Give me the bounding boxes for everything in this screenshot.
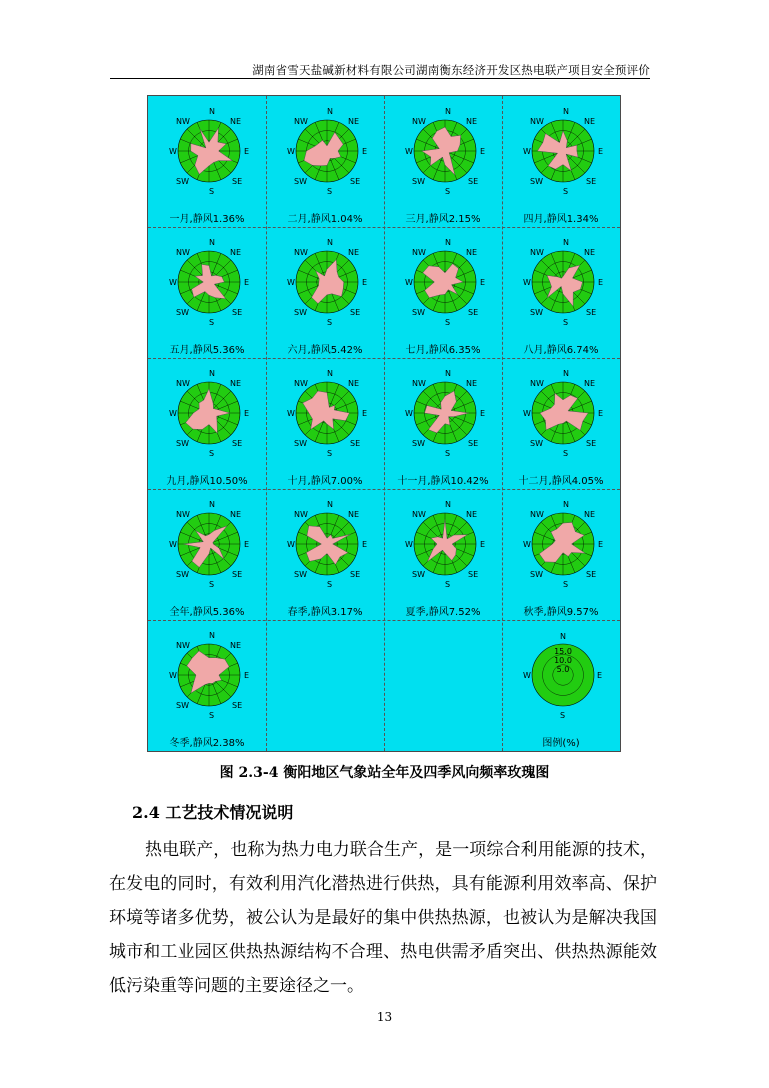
wind-rose-label: 春季,静风3.17%: [287, 607, 363, 618]
compass-e-label: E: [480, 278, 486, 287]
wind-rose-chart: [384, 227, 502, 358]
compass-w-label: W: [169, 540, 177, 549]
compass-ne-label: NE: [584, 117, 596, 126]
compass-s-label: S: [445, 580, 451, 589]
wind-rose-label: 秋季,静风9.57%: [523, 607, 599, 618]
wind-rose-chart: [148, 96, 266, 227]
compass-sw-label: SW: [176, 308, 189, 317]
compass-sw-label: SW: [530, 177, 543, 186]
compass-sw-label: SW: [294, 570, 307, 579]
compass-n-label: N: [209, 500, 215, 509]
wind-rose-label: 五月,静风5.36%: [169, 345, 245, 356]
compass-w-label: W: [287, 540, 295, 549]
wind-rose-cell: [266, 489, 384, 620]
compass-ne-label: NE: [466, 379, 478, 388]
wind-rose-label: 十月,静风7.00%: [287, 476, 363, 487]
wind-rose-cell: [148, 620, 266, 751]
compass-e-label: E: [244, 671, 250, 680]
wind-rose-cell: [384, 96, 502, 227]
header-text: 湖南省雪天盐碱新材料有限公司湖南衡东经济开发区热电联产项目安全预评价: [252, 63, 650, 77]
compass-n-label: N: [445, 369, 451, 378]
legend-compass-e: E: [597, 671, 603, 680]
wind-rose-chart: [148, 358, 266, 489]
compass-e-label: E: [598, 147, 604, 156]
wind-rose-chart: [502, 358, 620, 489]
compass-nw-label: NW: [412, 510, 426, 519]
compass-sw-label: SW: [530, 439, 543, 448]
compass-n-label: N: [327, 107, 333, 116]
compass-sw-label: SW: [176, 439, 189, 448]
compass-s-label: S: [209, 580, 215, 589]
compass-se-label: SE: [468, 570, 479, 579]
compass-se-label: SE: [232, 701, 243, 710]
compass-e-label: E: [480, 540, 486, 549]
compass-n-label: N: [445, 500, 451, 509]
compass-se-label: SE: [586, 308, 597, 317]
wind-rose-cell: [148, 96, 266, 227]
compass-ne-label: NE: [584, 510, 596, 519]
wind-rose-chart: [384, 96, 502, 227]
compass-sw-label: SW: [412, 308, 425, 317]
section-title: 工艺技术情况说明: [165, 803, 294, 822]
compass-sw-label: SW: [294, 439, 307, 448]
compass-nw-label: NW: [294, 510, 308, 519]
compass-nw-label: NW: [530, 117, 544, 126]
compass-nw-label: NW: [412, 379, 426, 388]
compass-sw-label: SW: [176, 701, 189, 710]
compass-e-label: E: [244, 278, 250, 287]
compass-nw-label: NW: [530, 379, 544, 388]
compass-w-label: W: [287, 278, 295, 287]
wind-rose-cell: [502, 227, 620, 358]
wind-rose-cell: [266, 96, 384, 227]
wind-rose-label: 二月,静风1.04%: [287, 214, 363, 225]
compass-s-label: S: [327, 318, 333, 327]
compass-se-label: SE: [350, 177, 361, 186]
wind-rose-cell: [384, 227, 502, 358]
compass-e-label: E: [480, 147, 486, 156]
compass-nw-label: NW: [176, 248, 190, 257]
section-heading: [132, 800, 293, 823]
compass-n-label: N: [563, 107, 569, 116]
compass-nw-label: NW: [530, 510, 544, 519]
wind-rose-label: 夏季,静风7.52%: [405, 607, 481, 618]
compass-s-label: S: [209, 711, 215, 720]
compass-ne-label: NE: [466, 510, 478, 519]
compass-ne-label: NE: [230, 248, 242, 257]
compass-s-label: S: [563, 449, 569, 458]
figure-caption: 图 2.3-4 衡阳地区气象站全年及四季风向频率玫瑰图: [219, 765, 550, 781]
compass-s-label: S: [327, 187, 333, 196]
wind-rose-chart: [266, 489, 384, 620]
wind-rose-chart: [148, 489, 266, 620]
compass-w-label: W: [287, 409, 295, 418]
legend-ring2-value: 10.0: [554, 656, 572, 665]
wind-rose-label: 九月,静风10.50%: [166, 476, 248, 487]
compass-s-label: S: [209, 318, 215, 327]
wind-rose-cell: [502, 489, 620, 620]
compass-w-label: W: [405, 540, 413, 549]
compass-s-label: S: [445, 318, 451, 327]
wind-rose-label: 八月,静风6.74%: [523, 345, 599, 356]
compass-sw-label: SW: [294, 177, 307, 186]
compass-s-label: S: [445, 449, 451, 458]
legend-ring3-value: 5.0: [556, 665, 570, 674]
wind-rose-label: 六月,静风5.42%: [287, 345, 363, 356]
legend-ring1-value: 15.0: [554, 647, 572, 656]
compass-nw-label: NW: [176, 117, 190, 126]
compass-se-label: SE: [468, 439, 479, 448]
compass-nw-label: NW: [530, 248, 544, 257]
compass-s-label: S: [563, 580, 569, 589]
compass-nw-label: NW: [294, 117, 308, 126]
compass-n-label: N: [209, 369, 215, 378]
wind-rose-chart: [384, 358, 502, 489]
compass-n-label: N: [327, 500, 333, 509]
compass-w-label: W: [523, 147, 531, 156]
legend-compass-s: S: [560, 711, 566, 720]
wind-rose-label: 十一月,静风10.42%: [397, 476, 489, 487]
compass-w-label: W: [405, 278, 413, 287]
compass-s-label: S: [327, 449, 333, 458]
compass-sw-label: SW: [176, 570, 189, 579]
wind-rose-cell: [502, 358, 620, 489]
compass-nw-label: NW: [412, 248, 426, 257]
wind-rose-chart: [502, 489, 620, 620]
compass-n-label: N: [209, 107, 215, 116]
compass-sw-label: SW: [412, 439, 425, 448]
compass-se-label: SE: [350, 570, 361, 579]
compass-n-label: N: [209, 631, 215, 640]
body-paragraph: 热电联产，也称为热力电力联合生产，是一项综合利用能源的技术，在发电的同时，有效利用汽化潜热进行供热，具有能源利用效率高、保护环境等诸多优势，被公认为是最好的集中供热热源，也被认为是解决我国城市和工业园区供热热源结构不合理、热电供需矛盾突出、供热热源能效低污染重等问题的主要途径之一。: [109, 840, 657, 996]
compass-w-label: W: [169, 671, 177, 680]
compass-n-label: N: [563, 500, 569, 509]
wind-rose-figure: [147, 95, 621, 752]
wind-rose-label: 一月,静风1.36%: [169, 214, 245, 225]
legend-compass-n: N: [560, 632, 566, 641]
wind-rose-chart: [502, 96, 620, 227]
compass-ne-label: NE: [230, 641, 242, 650]
wind-rose-cell: [502, 96, 620, 227]
compass-s-label: S: [445, 187, 451, 196]
wind-rose-cell: [266, 227, 384, 358]
compass-se-label: SE: [232, 308, 243, 317]
wind-rose-label: 冬季,静风2.38%: [169, 738, 245, 749]
compass-n-label: N: [563, 238, 569, 247]
wind-rose-chart: [148, 620, 266, 751]
compass-ne-label: NE: [466, 248, 478, 257]
compass-se-label: SE: [586, 570, 597, 579]
compass-w-label: W: [405, 409, 413, 418]
wind-rose-chart: [384, 489, 502, 620]
compass-se-label: SE: [232, 570, 243, 579]
compass-w-label: W: [169, 147, 177, 156]
wind-rose-label: 三月,静风2.15%: [405, 214, 481, 225]
legend-chart: [502, 620, 620, 751]
compass-e-label: E: [362, 147, 368, 156]
compass-w-label: W: [169, 278, 177, 287]
compass-n-label: N: [445, 107, 451, 116]
compass-se-label: SE: [586, 439, 597, 448]
compass-ne-label: NE: [230, 510, 242, 519]
compass-ne-label: NE: [230, 379, 242, 388]
compass-sw-label: SW: [412, 177, 425, 186]
compass-ne-label: NE: [348, 510, 360, 519]
compass-ne-label: NE: [348, 248, 360, 257]
compass-e-label: E: [362, 278, 368, 287]
compass-ne-label: NE: [348, 117, 360, 126]
compass-ne-label: NE: [348, 379, 360, 388]
wind-rose-cell: [148, 358, 266, 489]
compass-se-label: SE: [350, 439, 361, 448]
wind-rose-cell: [266, 358, 384, 489]
compass-n-label: N: [445, 238, 451, 247]
compass-n-label: N: [563, 369, 569, 378]
compass-e-label: E: [598, 278, 604, 287]
wind-rose-cell: [148, 227, 266, 358]
compass-e-label: E: [598, 540, 604, 549]
wind-rose-cell: [148, 489, 266, 620]
compass-e-label: E: [244, 409, 250, 418]
compass-sw-label: SW: [530, 570, 543, 579]
compass-n-label: N: [327, 369, 333, 378]
wind-rose-chart: [502, 227, 620, 358]
section-number: 2.4: [132, 803, 160, 822]
wind-rose-chart: [148, 227, 266, 358]
compass-e-label: E: [362, 540, 368, 549]
compass-s-label: S: [563, 187, 569, 196]
compass-w-label: W: [405, 147, 413, 156]
compass-ne-label: NE: [230, 117, 242, 126]
compass-se-label: SE: [468, 308, 479, 317]
legend-cell: [502, 620, 620, 751]
compass-sw-label: SW: [530, 308, 543, 317]
compass-s-label: S: [327, 580, 333, 589]
compass-nw-label: NW: [176, 641, 190, 650]
wind-rose-label: 十二月,静风4.05%: [518, 476, 604, 487]
compass-ne-label: NE: [584, 248, 596, 257]
wind-rose-chart: [266, 96, 384, 227]
compass-s-label: S: [209, 449, 215, 458]
compass-e-label: E: [598, 409, 604, 418]
compass-s-label: S: [209, 187, 215, 196]
wind-rose-label: 全年,静风5.36%: [169, 607, 245, 618]
wind-rose-cell: [384, 489, 502, 620]
legend-label: 图例(%): [542, 738, 580, 749]
legend-compass-w: W: [523, 671, 531, 680]
compass-se-label: SE: [232, 177, 243, 186]
compass-nw-label: NW: [294, 379, 308, 388]
compass-ne-label: NE: [584, 379, 596, 388]
wind-rose-chart: [266, 358, 384, 489]
compass-sw-label: SW: [176, 177, 189, 186]
compass-w-label: W: [287, 147, 295, 156]
compass-w-label: W: [523, 278, 531, 287]
compass-w-label: W: [523, 540, 531, 549]
compass-se-label: SE: [586, 177, 597, 186]
wind-rose-label: 七月,静风6.35%: [405, 345, 481, 356]
compass-ne-label: NE: [466, 117, 478, 126]
compass-nw-label: NW: [176, 379, 190, 388]
compass-se-label: SE: [350, 308, 361, 317]
wind-rose-label: 四月,静风1.34%: [523, 214, 599, 225]
compass-se-label: SE: [468, 177, 479, 186]
compass-nw-label: NW: [294, 248, 308, 257]
compass-e-label: E: [244, 147, 250, 156]
header-rule: [110, 78, 650, 79]
compass-sw-label: SW: [412, 570, 425, 579]
compass-nw-label: NW: [412, 117, 426, 126]
compass-w-label: W: [169, 409, 177, 418]
wind-rose-cell: [384, 358, 502, 489]
compass-w-label: W: [523, 409, 531, 418]
compass-e-label: E: [480, 409, 486, 418]
compass-sw-label: SW: [294, 308, 307, 317]
wind-rose-chart: [266, 227, 384, 358]
compass-se-label: SE: [232, 439, 243, 448]
page-number: 13: [376, 1010, 393, 1024]
compass-s-label: S: [563, 318, 569, 327]
compass-n-label: N: [209, 238, 215, 247]
compass-e-label: E: [244, 540, 250, 549]
compass-e-label: E: [362, 409, 368, 418]
compass-nw-label: NW: [176, 510, 190, 519]
compass-n-label: N: [327, 238, 333, 247]
